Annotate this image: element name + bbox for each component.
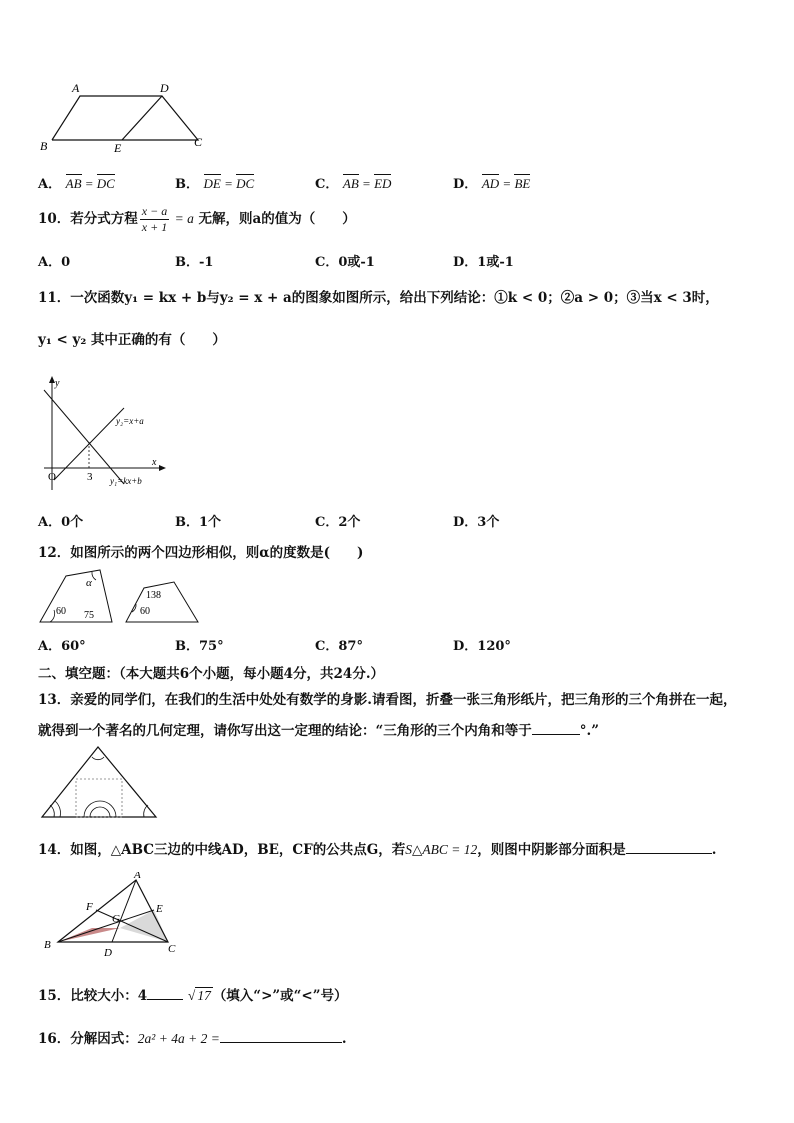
q9-option-c[interactable]: C． AB = ED: [315, 176, 392, 192]
q10-option-c[interactable]: C．0或-1: [315, 255, 375, 270]
q11-stem-line1: 11．一次函数y₁ = kx + b与y₂ = x + a的图象如图所示，给出下列结论：①k < 0；②a > 0；③当x < 3时，: [38, 290, 719, 306]
q10-option-a[interactable]: A．0: [38, 255, 71, 270]
q14-answer-blank[interactable]: [626, 841, 712, 854]
tri-label-c: C: [168, 943, 176, 955]
tri-label-g: G: [112, 913, 120, 925]
q10-stem: 10．若分式方程 $\frac{x - a}{x + 1}$ = a 无解，则a的值为（ ）: [38, 204, 356, 234]
q16-stem: 16．分解因式：2a² + 4a + 2 = .: [38, 1031, 347, 1047]
tri-label-a: A: [134, 872, 141, 881]
x-mark-label: 3: [87, 471, 93, 483]
q12-option-c[interactable]: C．87°: [315, 639, 363, 654]
angle-alpha: α: [86, 577, 92, 589]
q13-answer-blank[interactable]: [532, 722, 580, 735]
q11-stem-line2: y₁ < y₂ 其中正确的有（ ）: [38, 332, 226, 348]
angle-75: 75: [84, 610, 94, 621]
angle-60-left: 60: [56, 606, 66, 617]
axis-x-label: x: [152, 457, 157, 468]
figure-triangle-medians: [36, 872, 186, 962]
label-a: A: [72, 81, 80, 95]
tri-label-f: F: [86, 901, 93, 913]
tri-label-d: D: [104, 947, 112, 959]
origin-label: O: [48, 471, 56, 483]
label-e: E: [114, 141, 122, 155]
q12-stem: 12．如图所示的两个四边形相似，则α的度数是( ): [38, 545, 364, 561]
q9-option-d[interactable]: D． AD = BE: [453, 176, 531, 192]
q12-option-b[interactable]: B．75°: [175, 639, 224, 654]
q9-option-b[interactable]: B． DE = DC: [175, 176, 255, 192]
tri-label-e: E: [156, 903, 163, 915]
figure-folded-triangle: [40, 743, 160, 821]
q11-option-b[interactable]: B．1个: [175, 515, 222, 530]
q16-answer-blank[interactable]: [220, 1030, 342, 1043]
figure-linear-functions-graph: [38, 372, 168, 497]
q10-option-b[interactable]: B．-1: [175, 255, 214, 270]
q14-stem: 14．如图，△ABC三边的中线AD，BE，CF的公共点G，若S△ABC = 12，则图中阴影部分面积是 .: [38, 842, 717, 858]
label-c: C: [194, 135, 203, 149]
q13-stem-line2: 就得到一个著名的几何定理，请你写出这一定理的结论：“三角形的三个内角和等于 °.”: [38, 723, 599, 739]
section-2-title: 二、填空题：（本大题共6个小题，每小题4分，共24分.）: [38, 666, 385, 682]
label-b: B: [40, 139, 48, 153]
q12-option-d[interactable]: D．120°: [453, 639, 511, 654]
axis-y-label: y: [55, 378, 60, 389]
q12-option-a[interactable]: A．60°: [38, 639, 86, 654]
figure-quadrilateral-abcd: [34, 78, 214, 158]
angle-138: 138: [146, 590, 161, 601]
q11-option-a[interactable]: A．0个: [38, 515, 84, 530]
q15-stem: 15．比较大小：4 √ 17 （填入“>”或“<”号）: [38, 988, 348, 1004]
q15-answer-blank[interactable]: [147, 987, 183, 1000]
q13-stem-line1: 13．亲爱的同学们，在我们的生活中处处有数学的身影.请看图，折叠一张三角形纸片，把三角形的三个角拼在一起，: [38, 692, 737, 708]
q11-option-c[interactable]: C．2个: [315, 515, 361, 530]
figure-similar-quadrilaterals: [36, 566, 206, 628]
q10-option-d[interactable]: D．1或-1: [453, 255, 514, 270]
q11-option-d[interactable]: D．3个: [453, 515, 500, 530]
line-y2-label: y₂=x+a: [116, 416, 144, 426]
angle-60-right: 60: [140, 606, 150, 617]
line-y1-label: y₁=kx+b: [110, 476, 142, 486]
tri-label-b: B: [44, 939, 51, 951]
q9-option-a[interactable]: A． AB = DC: [38, 176, 115, 192]
label-d: D: [160, 81, 169, 95]
